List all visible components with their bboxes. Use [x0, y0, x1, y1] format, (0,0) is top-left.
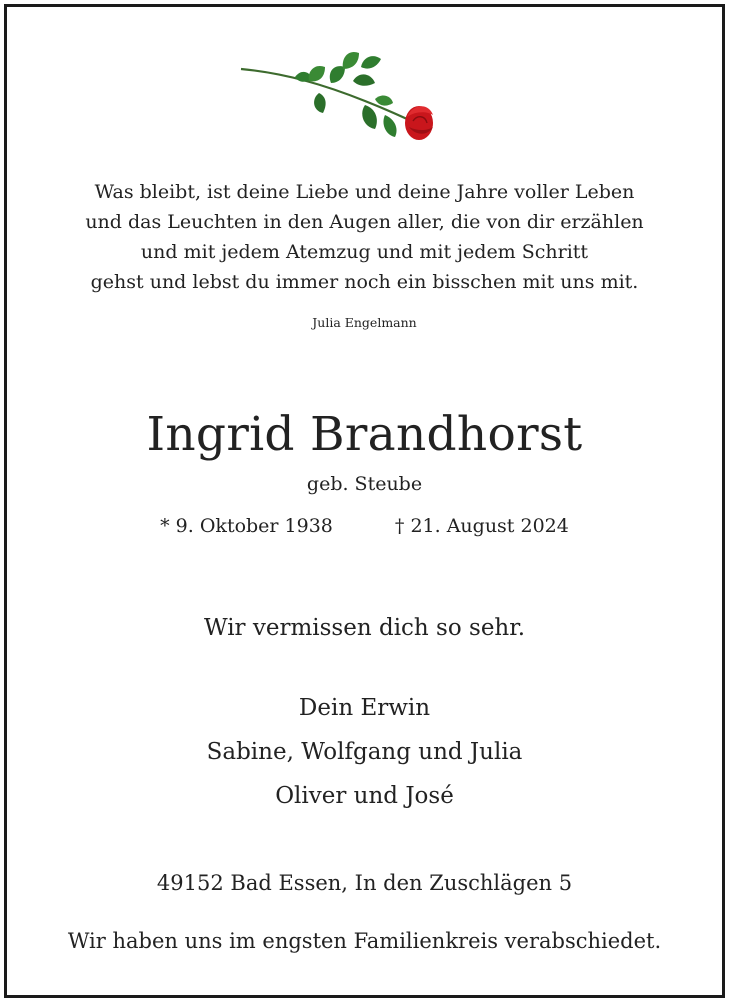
memorial-message: Wir vermissen dich so sehr. [203, 615, 526, 641]
poem-line: gehst und lebst du immer noch ein bisschen mit uns mit. [90, 271, 639, 293]
poem-author: Julia Engelmann [312, 315, 417, 330]
poem-line: und das Leuchten in den Augen aller, die von dir erzählen [85, 211, 644, 233]
life-dates [7, 515, 722, 537]
red-rose-icon [235, 43, 441, 143]
closing-note: Wir haben uns im engsten Familienkreis verabschiedet. [67, 929, 662, 953]
family-member: Dein Erwin [298, 695, 431, 721]
obituary-notice [4, 4, 725, 998]
family-member: Oliver und José [275, 783, 454, 809]
deceased-name: Ingrid Brandhorst [146, 407, 583, 462]
family-member: Sabine, Wolfgang und Julia [206, 739, 523, 765]
poem-line: Was bleibt, ist deine Liebe und deine Jahre voller Leben [94, 181, 635, 203]
birth-date: * 9. Oktober 1938 [160, 515, 333, 537]
address: 49152 Bad Essen, In den Zuschlägen 5 [156, 871, 573, 895]
family-list [7, 686, 722, 818]
death-date: † 21. August 2024 [394, 515, 569, 537]
poem-line: und mit jedem Atemzug und mit jedem Schritt [140, 241, 589, 263]
poem [7, 177, 722, 297]
maiden-name: geb. Steube [306, 473, 423, 495]
